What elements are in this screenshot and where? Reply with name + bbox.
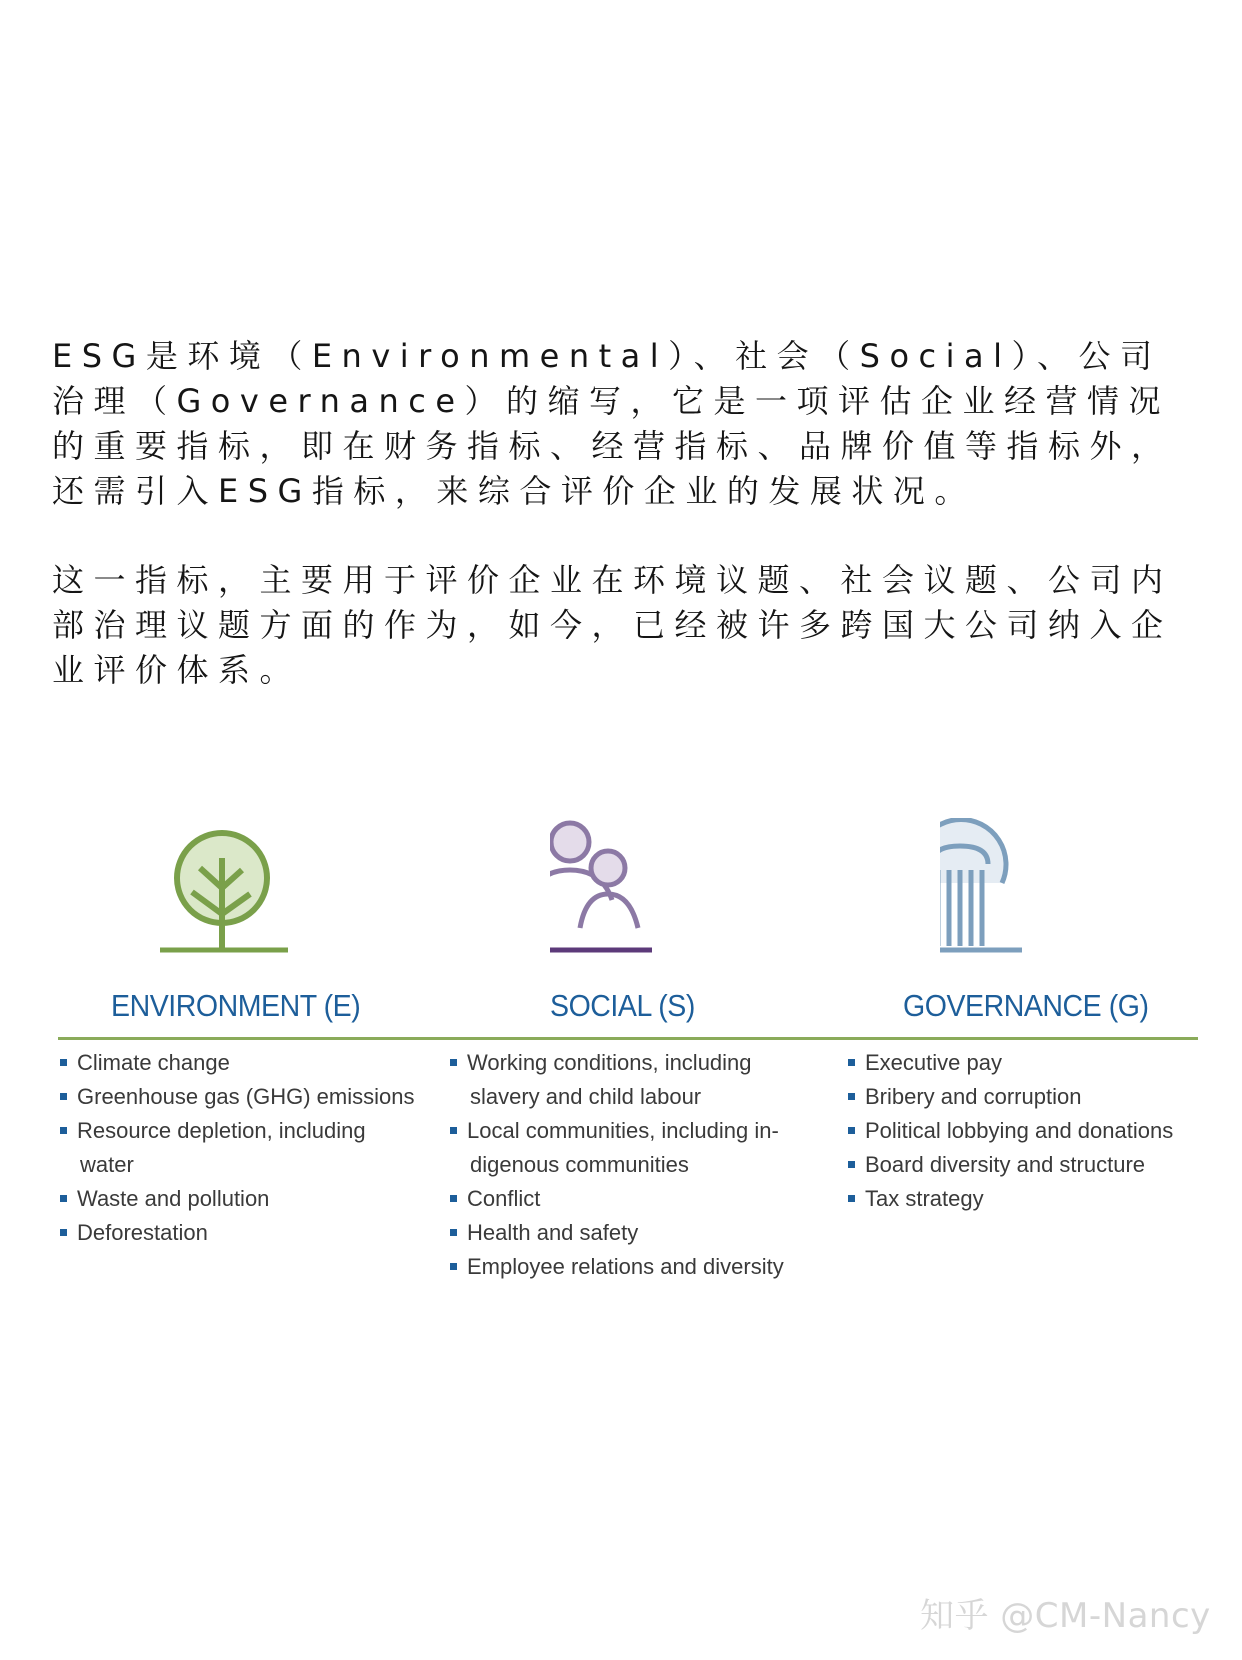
list-item-text: Conflict bbox=[467, 1186, 541, 1211]
list-item-continuation: digenous communities bbox=[470, 1152, 689, 1177]
bullet-icon bbox=[848, 1161, 855, 1168]
list-item-text: Waste and pollution bbox=[77, 1186, 270, 1211]
column-icon bbox=[940, 818, 1090, 968]
list-item bbox=[448, 1216, 808, 1250]
list-item-text: Deforestation bbox=[77, 1220, 208, 1245]
list-item-text: Health and safety bbox=[467, 1220, 639, 1245]
list-item bbox=[448, 1114, 808, 1182]
list-item-text: Executive pay bbox=[865, 1050, 1002, 1075]
section-divider bbox=[58, 1037, 1198, 1040]
list-item-text: Local communities, including in- bbox=[467, 1118, 779, 1143]
bullet-icon bbox=[848, 1127, 855, 1134]
list-item bbox=[448, 1250, 808, 1284]
list-item bbox=[58, 1114, 428, 1182]
bullet-icon bbox=[60, 1127, 67, 1134]
list-item bbox=[846, 1046, 1216, 1080]
bullet-icon bbox=[60, 1059, 67, 1066]
bullet-icon bbox=[450, 1195, 457, 1202]
social-title: SOCIAL (S) bbox=[550, 988, 695, 1023]
list-item-text: Board diversity and structure bbox=[865, 1152, 1146, 1177]
list-item bbox=[448, 1046, 808, 1114]
list-item bbox=[846, 1114, 1216, 1148]
social-list bbox=[448, 1046, 808, 1284]
list-item-text: Political lobbying and donations bbox=[865, 1118, 1174, 1143]
bullet-icon bbox=[450, 1263, 457, 1270]
list-item bbox=[846, 1148, 1216, 1182]
list-item-text: Working conditions, including bbox=[467, 1050, 752, 1075]
bullet-icon bbox=[848, 1059, 855, 1066]
list-item bbox=[58, 1216, 428, 1250]
bullet-icon bbox=[848, 1195, 855, 1202]
governance-title: GOVERNANCE (G) bbox=[903, 988, 1149, 1023]
list-item bbox=[58, 1182, 428, 1216]
bullet-icon bbox=[450, 1127, 457, 1134]
environment-list bbox=[58, 1046, 428, 1250]
bullet-icon bbox=[848, 1093, 855, 1100]
list-item-continuation: slavery and child labour bbox=[470, 1084, 702, 1109]
list-item bbox=[448, 1182, 808, 1216]
intro-paragraph-2: 这一指标，主要用于评价企业在环境议题、社会议题、公司内部治理议题方面的作为，如今，已经被许多跨国大公司纳入企业评价体系。 bbox=[52, 561, 1173, 689]
list-item bbox=[58, 1046, 428, 1080]
list-item bbox=[58, 1080, 428, 1114]
bullet-icon bbox=[60, 1093, 67, 1100]
environment-title: ENVIRONMENT (E) bbox=[111, 988, 361, 1023]
list-item-text: Resource depletion, including bbox=[77, 1118, 366, 1143]
list-item bbox=[846, 1080, 1216, 1114]
people-icon bbox=[550, 818, 700, 968]
bullet-icon bbox=[60, 1229, 67, 1236]
list-item bbox=[846, 1182, 1216, 1216]
bullet-icon bbox=[450, 1229, 457, 1236]
tree-icon bbox=[160, 818, 310, 968]
intro-paragraph-1: ESG是环境（Environmental）、社会（Social）、公司治理（Governance）的缩写，它是一项评估企业经营情况的重要指标，即在财务指标、经营指标、品牌价值等指标外，还需引入ESG指标，来综合评价企业的发展状况。 bbox=[52, 337, 1173, 510]
watermark: 知乎 @CM-Nancy bbox=[920, 1596, 1211, 1636]
list-item-text: Climate change bbox=[77, 1050, 230, 1075]
list-item-text: Bribery and corruption bbox=[865, 1084, 1082, 1109]
list-item-continuation: water bbox=[80, 1152, 134, 1177]
bullet-icon bbox=[450, 1059, 457, 1066]
bullet-icon bbox=[60, 1195, 67, 1202]
list-item-text: Employee relations and diversity bbox=[467, 1254, 784, 1279]
list-item-text: Greenhouse gas (GHG) emissions bbox=[77, 1084, 415, 1109]
governance-list bbox=[846, 1046, 1216, 1216]
list-item-text: Tax strategy bbox=[865, 1186, 984, 1211]
